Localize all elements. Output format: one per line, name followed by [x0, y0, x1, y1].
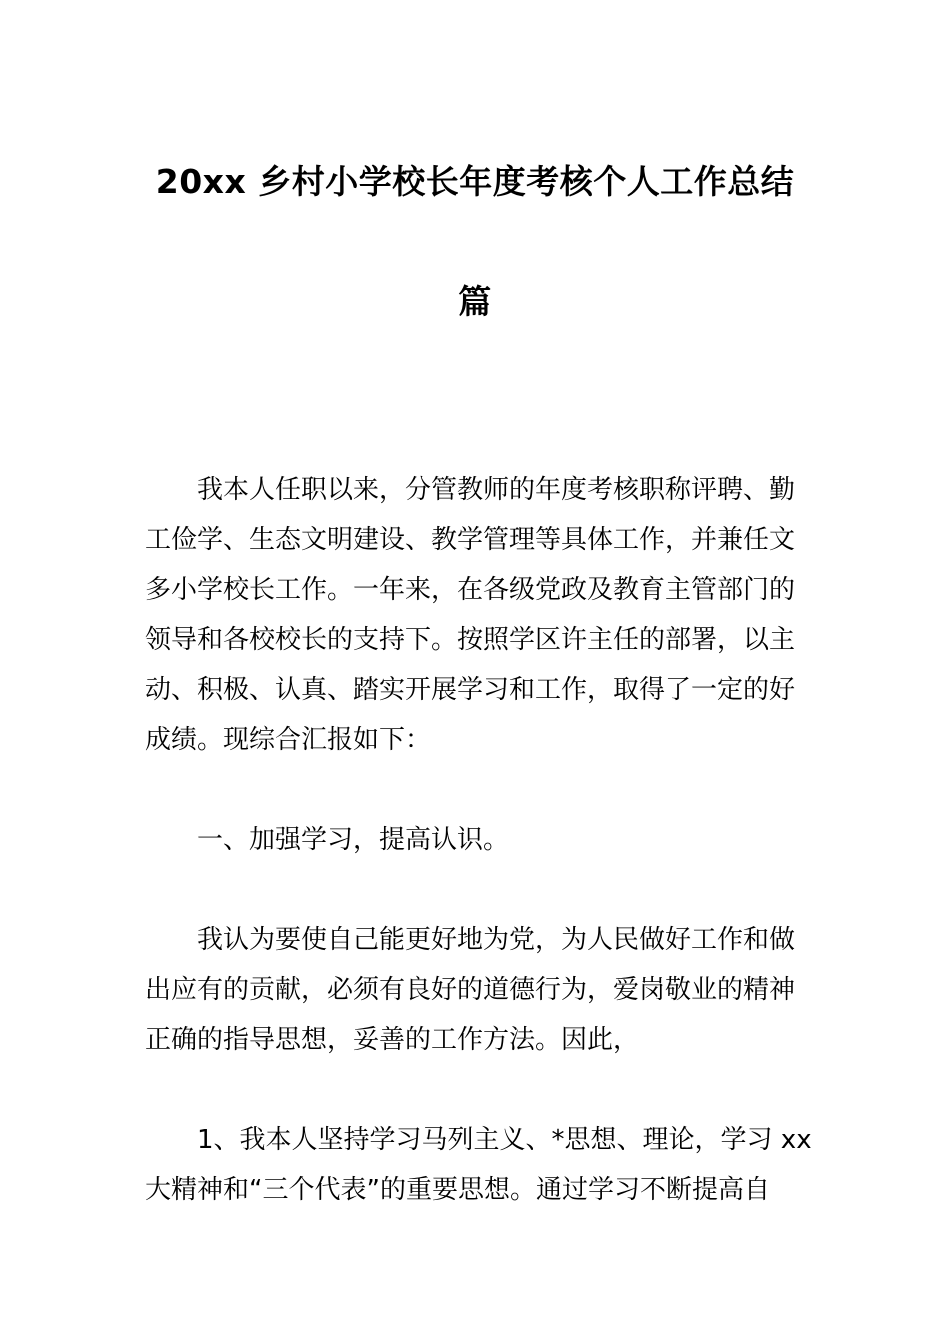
paragraph-line: 动、积极、认真、踏实开展学习和工作，取得了一定的好	[145, 675, 796, 705]
paragraph-item-1	[145, 1115, 810, 1215]
paragraph-line: 工俭学、生态文明建设、教学管理等具体工作，并兼任文	[145, 525, 796, 555]
paragraph-line: 正确的指导思想，妥善的工作方法。因此，	[145, 1025, 640, 1055]
paragraph-line: 大精神和“三个代表”的重要思想。通过学习不断提高自	[145, 1175, 770, 1205]
paragraph-attitude	[145, 915, 810, 1065]
paragraph-intro	[145, 465, 810, 765]
paragraph-line: 我认为要使自己能更好地为党，为人民做好工作和做	[197, 925, 796, 955]
paragraph-line: 成绩。现综合汇报如下：	[145, 725, 432, 755]
paragraph-line: 多小学校长工作。一年来，在各级党政及教育主管部门的	[145, 575, 796, 605]
paragraph-line: 我本人任职以来，分管教师的年度考核职称评聘、勤	[197, 475, 796, 505]
document-title-line-2: 篇	[458, 282, 492, 321]
section-heading-text: 一、加强学习，提高认识。	[197, 825, 510, 855]
paragraph-line: 领导和各校校长的支持下。按照学区许主任的部署，以主	[145, 625, 796, 655]
paragraph-line: 出应有的贡献，必须有良好的道德行为，爱岗敬业的精神	[145, 975, 796, 1005]
paragraph-line: 1、我本人坚持学习马列主义、*思想、理论，学习 xx	[197, 1125, 812, 1155]
section-heading-1	[145, 815, 810, 865]
document-title-line-1: 20xx 乡村小学校长年度考核个人工作总结	[155, 162, 795, 201]
